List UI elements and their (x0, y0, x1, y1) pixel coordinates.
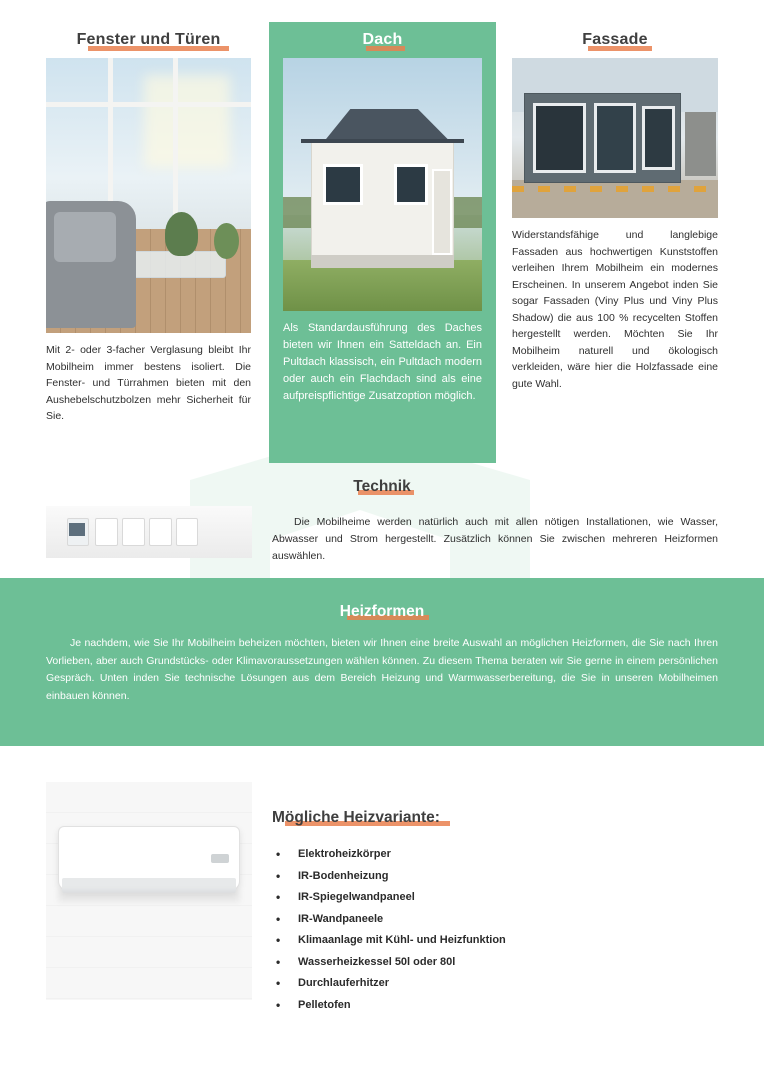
list-item: • IR-Wandpaneele (272, 909, 506, 931)
heizformen-title-wrap (0, 578, 764, 621)
column-2-title: Dach (363, 31, 403, 52)
list-item: • Elektroheizkörper (272, 844, 506, 866)
column-fenster-und-tueren (46, 22, 251, 425)
heizvariante-title-wrap (272, 809, 440, 827)
column-1-title-wrap (46, 22, 251, 58)
column-2-title-wrap (269, 22, 496, 58)
column-3-title: Fassade (582, 31, 647, 52)
heizvariante-title: Mögliche Heizvariante: (272, 809, 440, 826)
column-1-text: Mit 2- oder 3-facher Verglasung bleibt Ihr Mobilheim immer bestens isoliert. Die Fenster- und Türrahmen bieten mit den Aushebelschutzbolzen mehr Sicherheit für Sie. (46, 344, 251, 422)
technik-title-wrap (0, 478, 764, 496)
technik-section (0, 478, 764, 562)
heizvariante-list (272, 844, 506, 1016)
technik-text: Die Mobilheime werden natürlich auch mit allen nötigen Installationen, wie Wasser, Abwasser und Strom hergestellt. Zusätzlich können Sie zwischen mehreren Heizformen auswählen. (272, 516, 718, 562)
heizformen-band (0, 578, 764, 746)
column-dach (269, 22, 496, 405)
list-item: • Pelletofen (272, 995, 506, 1017)
heizformen-title: Heizformen (339, 603, 425, 620)
technik-title: Technik (353, 478, 411, 495)
list-item: • Wasserheizkessel 50l oder 80l (272, 952, 506, 974)
column-3-title-wrap (512, 22, 718, 58)
column-2-text: Als Standardausführung des Daches bieten wir Ihnen ein Satteldach an. Ein Pultdach klassisch, ein Pultdach modern oder auch ein Flachdach sind als eine aufpreispflichtige Zusatzoption möglich. (283, 322, 482, 402)
list-item: • IR-Spiegelwandpaneel (272, 887, 506, 909)
light-switches-photo (46, 506, 252, 558)
list-item: • Durchlauferhitzer (272, 973, 506, 995)
interior-windows-photo (46, 58, 251, 333)
mobile-home-roof-photo (283, 58, 482, 311)
list-item: • IR-Bodenheizung (272, 866, 506, 888)
column-3-text: Widerstandsfähige und langlebige Fassaden aus hochwertigen Kunststoffen verleihen Ihrem Mobilheim ein modernes Erscheinen. In unserem Angebot inden Sie sogar Fassaden (Viny Plus und Viny Plus Shadow) die aus 100 % recycelten Stoffen hergestellt werden. Möchten Sie Ihr Mobilheim naturell und ökologisch verkleiden, wäre hier die Holzfassade eine gute Wahl. (512, 229, 718, 390)
list-item: • Klimaanlage mit Kühl- und Heizfunktion (272, 930, 506, 952)
column-1-title: Fenster und Türen (77, 31, 221, 52)
air-conditioner-photo (46, 782, 252, 1000)
facade-modular-home-photo (512, 58, 718, 218)
heizformen-text: Je nachdem, wie Sie Ihr Mobilheim beheizen möchten, bieten wir Ihnen eine breite Auswahl an möglichen Heizformen, die Sie nach Ihren Vorlieben, aber auch Grundstücks- oder Klimavoraussetzungen wählen können. Zu diesem Thema beraten wir Sie gerne in einem persönlichen Gespräch. Unten inden Sie technische Lösungen aus dem Bereich Heizung und Warmwasserbereitung, die Sie in unseren Mobilheimen einbauen können. (46, 637, 718, 702)
column-fassade (512, 22, 718, 392)
